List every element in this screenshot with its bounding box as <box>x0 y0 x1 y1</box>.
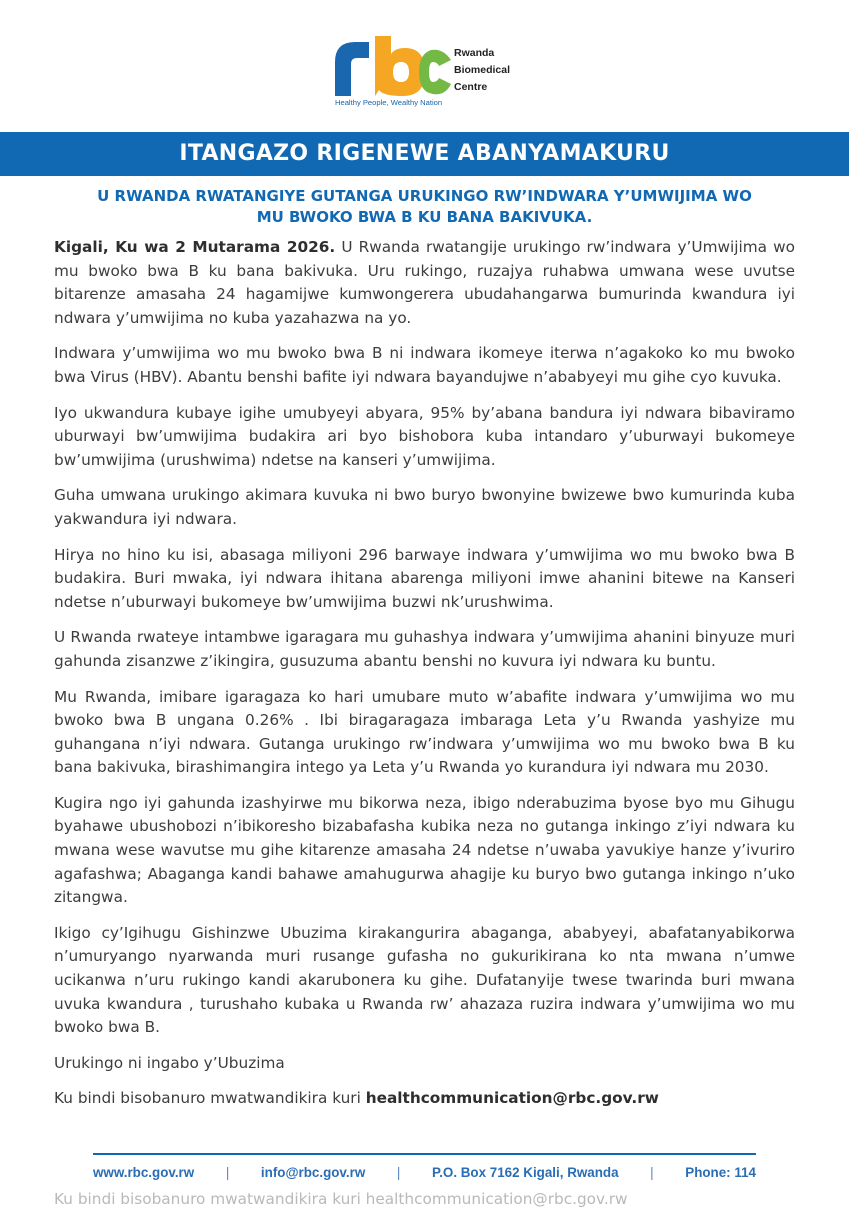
paragraph-1 <box>54 236 795 330</box>
footer-separator: | <box>396 1164 401 1180</box>
footer-separator: | <box>225 1164 230 1180</box>
footer-phone: Phone: 114 <box>685 1164 756 1180</box>
paragraph-8: Kugira ngo iyi gahunda izashyirwe mu bikorwa neza, ibigo nderabuzima byose byo mu Gihugu byahawe ubushobozi n’ibikoresho bizabafasha kubika neza no gutanga inkingo z’iyi ndwara ku mwana wese wavutse mu gihe kitarenze amasaha 24 ndetse n’uwaba yavukiye hanze y’ivuriro agafashwa; Abaganga kandi bahawe amahugurwa ahagije ku buryo bwo gutanga inkingo n’uko zitangwa. <box>54 793 795 907</box>
press-release-body <box>54 236 795 1123</box>
bleed-through-text: Ku bindi bisobanuro mwatwandikira kuri healthcommunication@rbc.gov.rw <box>54 1190 628 1208</box>
press-release-subtitle <box>60 186 789 228</box>
logo-letter-r-icon <box>335 42 369 96</box>
subtitle-line-2: MU BWOKO BWA B KU BANA BAKIVUKA. <box>256 208 593 226</box>
logo-name-line-1: Rwanda <box>454 47 495 59</box>
footer-address: P.O. Box 7162 Kigali, Rwanda <box>431 1164 619 1180</box>
logo-name-line-2: Biomedical <box>454 64 511 76</box>
press-release-banner: ITANGAZO RIGENEWE ABANYAMAKURU <box>0 132 849 176</box>
paragraph-2: Indwara y’umwijima wo mu bwoko bwa B ni indwara ikomeye iterwa n’agakoko ko mu bwoko bwa Virus (HBV). Abantu benshi bafite iyi ndwara bayandujwe n’ababyeyi mu gihe cyo kuvuka. <box>54 344 795 386</box>
logo-tagline: Healthy People, Wealthy Nation <box>335 98 443 107</box>
dateline: Kigali, Ku wa 2 Mutarama 2026. <box>54 238 336 256</box>
contact-email-link[interactable]: healthcommunication@rbc.gov.rw <box>365 1089 659 1108</box>
footer <box>93 1160 756 1184</box>
footer-website-link[interactable]: www.rbc.gov.rw <box>93 1164 195 1180</box>
paragraph-3: Iyo ukwandura kubaye igihe umubyeyi abyara, 95% by’abana bandura iyi ndwara bibaviramo uburwayi bw’umwijima budakira ari byo bishobora kuba intandaro y’uburwayi bukomeye bw’umwijima (urushwima) ndetse na kanseri y’umwijima. <box>54 403 795 469</box>
footer-separator: | <box>650 1164 654 1180</box>
logo-letter-b-icon <box>375 36 425 96</box>
paragraph-7: Mu Rwanda, imibare igaragaza ko hari umubare muto w’abafite indwara y’umwijima wo mu bwoko bwa B ungana 0.26% . Ibi biragaragaza imbaraga Leta y’u Rwanda yashyize mu guhangana n’iyi ndwara. Gutanga urukingo rw’indwara y’umwijima wo mu bwoko bwa B ku bana bakivuka, birashimangira intego ya Leta y’u Rwanda yo kurandura iyi ndwara mu 2030. <box>54 687 795 777</box>
paragraph-6: U Rwanda rwateye intambwe igaragara mu guhashya indwara y’umwijima ahanini binyuze muri gahunda zisanzwe z’ikingira, gusuzuma abantu benshi no kuvura iyi ndwara ku buntu. <box>54 628 795 670</box>
rbc-logo <box>333 36 533 116</box>
paragraph-5: Hirya no hino ku isi, abasaga miliyoni 296 barwaye indwara y’umwijima wo mu bwoko bwa B budakira. Buri mwaka, iyi ndwara ihitana abarenga miliyoni imwe ahanini bitewe na Kanseri ndetse n’uburwayi bukomeye bw’umwijima buzwi nk’urushwima. <box>54 545 795 611</box>
logo-letter-c-icon <box>419 50 451 95</box>
subtitle-line-1: U RWANDA RWATANGIYE GUTANGA URUKINGO RW’INDWARA Y’UMWIJIMA WO <box>97 187 752 205</box>
contact-paragraph <box>54 1087 795 1111</box>
contact-prefix: Ku bindi bisobanuro mwatwandikira kuri <box>54 1089 366 1108</box>
logo-org-name <box>454 45 510 96</box>
paragraph-1-text: U Rwanda rwatangije urukingo rw’indwara y’Umwijima wo mu bwoko bwa B ku bana bakivuka. Uru rukingo, ruzajya ruhabwa umwana wese uvutse bitarenze amasaha 24 hagamijwe kumwongerera ubudahangarwa bumurinda kwandura iyi ndwara y’umwijima no kuba yazahazwa na yo. <box>54 238 795 327</box>
footer-divider <box>93 1153 756 1155</box>
logo-name-line-3: Centre <box>454 81 488 93</box>
paragraph-4: Guha umwana urukingo akimara kuvuka ni bwo buryo bwonyine bwizewe bwo kumurinda kuba yakwandura iyi ndwara. <box>54 486 795 528</box>
paragraph-9: Ikigo cy’Igihugu Gishinzwe Ubuzima kirakangurira abaganga, ababyeyi, abafatanyabikorwa n’umuryango nyarwanda muri rusange gufasha no gukurikirana ko nta mwana n’umwe ucikanwa n’uru rukingo kandi akarubonera ku gihe. Dufatanyije twese twarinda buri mwana uvuka kwandura , turushaho kubaka u Rwanda rw’ ahazaza ruzira indwara y’umwijima wo mu bwoko bwa B. <box>54 923 795 1037</box>
slogan: Urukingo ni ingabo y’Ubuzima <box>54 1053 285 1072</box>
footer-email-link[interactable]: info@rbc.gov.rw <box>260 1164 366 1180</box>
rbc-logo-mark <box>333 36 453 96</box>
